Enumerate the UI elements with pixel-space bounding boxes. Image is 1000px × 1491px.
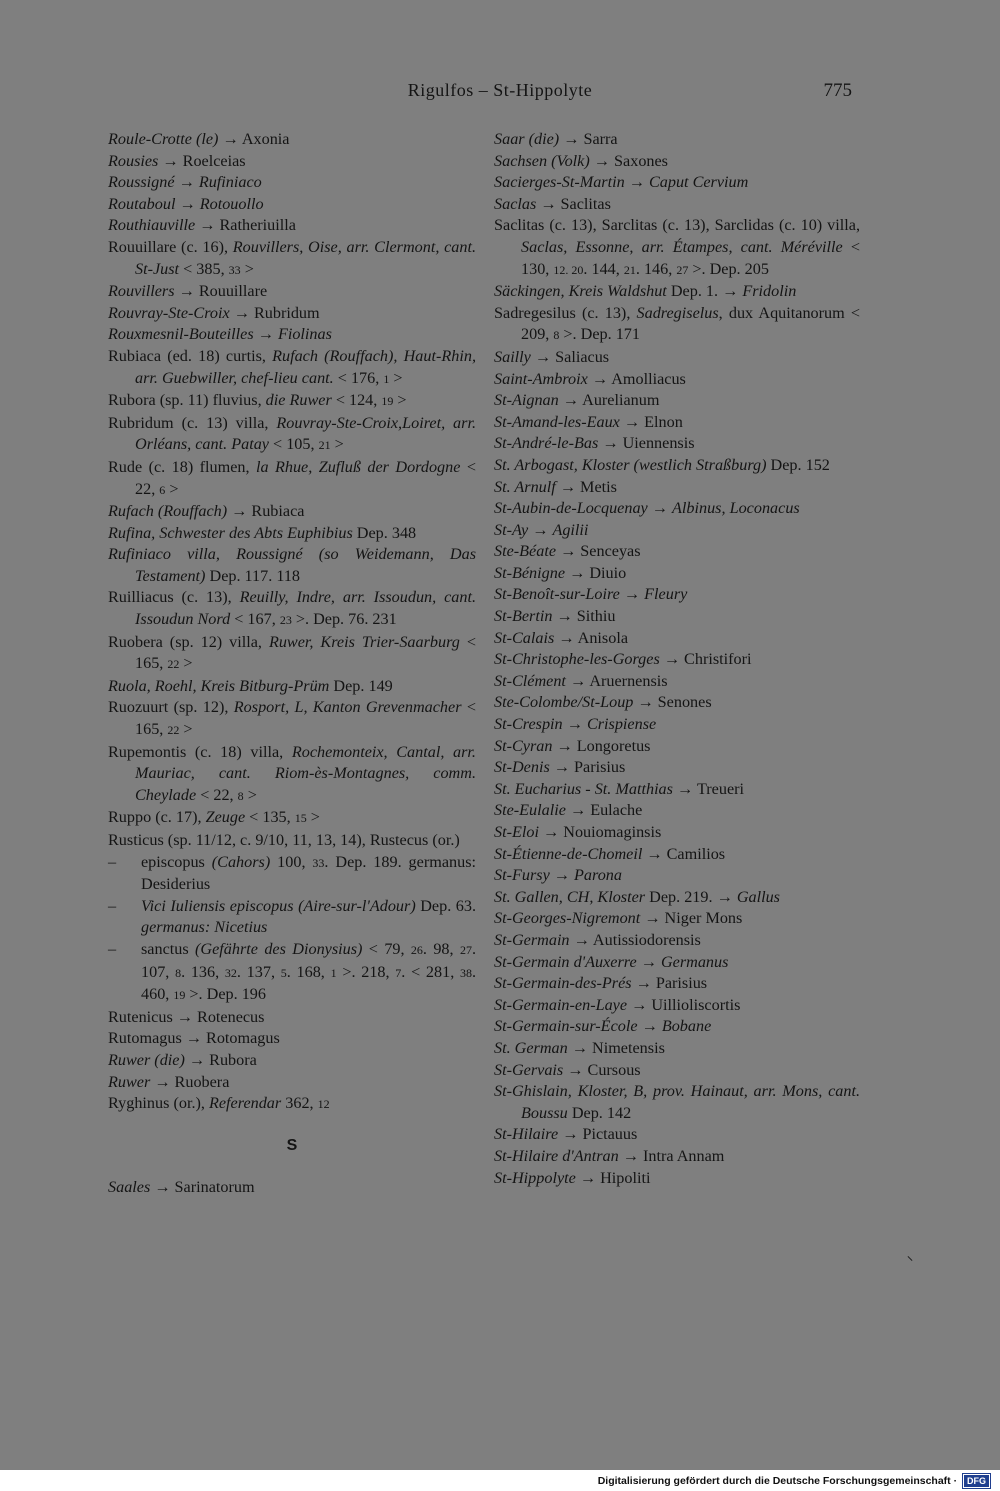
index-entry: St. German → Nimetensis <box>494 1038 665 1057</box>
index-entry: St-Étienne-de-Chomeil → Camilios <box>494 844 726 863</box>
dfg-logo: DFG <box>963 1474 990 1488</box>
index-entry: Ste-Colombe/St-Loup → Senones <box>494 693 712 712</box>
stray-mark <box>908 1256 913 1261</box>
index-entry: St-Germain-sur-École → Bobane <box>494 1017 712 1036</box>
index-entry: Saales → Sarinatorum <box>108 1178 255 1197</box>
index-subentry: – episcopus (Cahors) 100, 33. Dep. 189. germanus: Desiderius <box>108 852 476 894</box>
index-entry: Saint-Ambroix → Amolliacus <box>494 369 686 388</box>
index-entry: Roussigné → Rufiniaco <box>108 173 262 192</box>
index-entry: Rutomagus → Rotomagus <box>108 1029 280 1048</box>
index-subentry: – Vici Iuliensis episcopus (Aire-sur-l'Adour) Dep. 63. germanus: Nicetius <box>108 896 476 937</box>
index-entry: Ruola, Roehl, Kreis Bitburg-Prüm Dep. 149 <box>108 676 393 695</box>
running-head: Rigulfos – St-Hippolyte <box>407 80 593 100</box>
funding-footer <box>598 1474 990 1488</box>
index-entry: St-Clément → Aruernensis <box>494 671 668 690</box>
index-entry: St-Gervais → Cursous <box>494 1060 641 1079</box>
index-entry: Ste-Béate → Senceyas <box>494 542 641 561</box>
index-subentry: – sanctus (Gefährte des Dionysius) < 79, 26. 98, 27. 107, 8. 136, 32. 137, 5. 168, 1 >. 218, 7. < 281, 38. 460, 19 >. Dep. 196 <box>108 939 477 1004</box>
index-column-right <box>494 129 860 1189</box>
index-entry: Sadregesilus (c. 13), Sadregiselus, dux Aquitanorum < 209, 8 >. Dep. 171 <box>494 303 860 344</box>
index-entry: St-Hilaire → Pictauus <box>494 1125 638 1144</box>
index-entry: Sacierges-St-Martin → Caput Cervium <box>494 173 749 192</box>
index-entry: St-Christophe-les-Gorges → Christifori <box>494 650 752 669</box>
index-entry: St. Eucharius - St. Matthias → Treueri <box>494 779 745 798</box>
index-entry: St. Arbogast, Kloster (westlich Straßburg) Dep. 152 <box>494 455 830 474</box>
index-entry: Rusticus (sp. 11/12, c. 9/10, 11, 13, 14), Rustecus (or.) <box>108 831 460 849</box>
index-entry: Roule-Crotte (le) → Axonia <box>108 130 290 148</box>
index-entry: Ste-Eulalie → Eulache <box>494 801 643 820</box>
index-entry: Routhiauville → Ratheriuilla <box>108 216 296 235</box>
index-entry: St-Hippolyte → Hipoliti <box>494 1168 651 1187</box>
index-entry: St-André-le-Bas → Uiennensis <box>494 434 695 453</box>
index-entry: St-Germain-des-Prés → Parisius <box>494 974 708 993</box>
index-entry: Ruwer → Ruobera <box>108 1072 230 1091</box>
index-entry: Ruobera (sp. 12) villa, Ruwer, Kreis Trier-Saarburg < 165, 22 > <box>108 632 476 673</box>
section-letter: S <box>286 1136 298 1154</box>
index-entry: Saclitas (c. 13), Sarclitas (c. 13), Sarclidas (c. 10) villa, Saclas, Essonne, arr. Étampes, cant. Méréville < 130, 12. 20. 144, 21. 146, 27 >. Dep. 205 <box>494 216 860 278</box>
index-entry: Ruppo (c. 17), Zeuge < 135, 15 > <box>108 808 320 827</box>
index-entry: St. Gallen, CH, Kloster Dep. 219. → Gallus <box>494 887 780 906</box>
index-entry: Sailly → Saliacus <box>494 347 610 366</box>
index-entry: St. Arnulf → Metis <box>494 477 617 496</box>
index-entry: Ryghinus (or.), Referendar 362, 12 <box>108 1094 330 1113</box>
index-entry: St-Amand-les-Eaux → Elnon <box>494 412 683 431</box>
index-entry: St-Aignan → Aurelianum <box>494 391 660 410</box>
index-entry: Rubiaca (ed. 18) curtis, Rufach (Rouffach), Haut-Rhin, arr. Guebwiller, chef-lieu cant. < 176, 1 > <box>108 346 476 387</box>
index-entry: St-Ghislain, Kloster, B, prov. Hainaut, arr. Mons, cant. Boussu Dep. 142 <box>494 1082 860 1122</box>
index-entry: Rude (c. 18) flumen, la Rhue, Zufluß der Dordogne < 22, 6 > <box>108 457 476 498</box>
index-entry: St-Fursy → Parona <box>494 866 622 885</box>
index-entry: Rufina, Schwester des Abts Euphibius Dep. 348 <box>108 523 417 542</box>
index-entry: St-Crespin → Crispiense <box>494 715 657 734</box>
index-entry: St-Hilaire d'Antran → Intra Annam <box>494 1146 725 1165</box>
index-entry: Routaboul → Rotouollo <box>108 194 264 213</box>
index-entry: St-Germain → Autissiodorensis <box>494 930 701 949</box>
index-entry: St-Benoît-sur-Loire → Fleury <box>494 585 688 604</box>
index-entry: St-Cyran → Longoretus <box>494 736 651 755</box>
index-entry: Ruozuurt (sp. 12), Rosport, L, Kanton Grevenmacher < 165, 22 > <box>108 698 476 739</box>
index-entry: Rutenicus → Rotenecus <box>108 1007 265 1026</box>
index-column-left <box>108 129 476 1199</box>
index-entry: St-Eloi → Nouiomaginsis <box>494 823 662 841</box>
index-entry: St-Germain-en-Laye → Uillioliscortis <box>494 995 741 1014</box>
index-entry: Rubridum (c. 13) villa, Rouvray-Ste-Croix,Loiret, arr. Orléans, cant. Patay < 105, 21 > <box>108 413 476 454</box>
index-entry: Rouvray-Ste-Croix → Rubridum <box>108 303 320 322</box>
index-entry: Rouvillers → Rouuillare <box>108 282 268 301</box>
index-entry: St-Bertin → Sithiu <box>494 607 616 626</box>
index-entry: Säckingen, Kreis Waldshut Dep. 1. → Fridolin <box>494 282 797 301</box>
page-number: 775 <box>823 80 852 101</box>
index-entry: Ruilliacus (c. 13), Reuilly, Indre, arr. Issoudun, cant. Issoudun Nord < 167, 23 >. Dep. 76. 231 <box>108 588 476 629</box>
index-entry: St-Calais → Anisola <box>494 628 629 647</box>
index-entry: St-Bénigne → Diuio <box>494 563 627 582</box>
index-entry: St-Aubin-de-Locquenay → Albinus, Loconacus <box>494 499 800 518</box>
index-entry: Rouxmesnil-Bouteilles → Fiolinas <box>108 325 332 344</box>
index-entry: St-Germain d'Auxerre → Germanus <box>494 952 729 971</box>
index-entry: Rufiniaco villa, Roussigné (so Weidemann, Das Testament) Dep. 117. 118 <box>108 545 476 585</box>
index-entry: Sachsen (Volk) → Saxones <box>494 151 668 170</box>
index-entry: Rouuillare (c. 16), Rouvillers, Oise, arr. Clermont, cant. St-Just < 385, 33 > <box>108 237 476 278</box>
index-entry: Rupemontis (c. 18) villa, Rochemonteix, Cantal, arr. Mauriac, cant. Riom-ès-Montagnes, comm. Cheylade < 22, 8 > <box>108 742 476 804</box>
index-entry: St-Georges-Nigremont → Niger Mons <box>494 909 743 928</box>
index-entry: Saar (die) → Sarra <box>494 130 618 148</box>
index-entry: Ruwer (die) → Rubora <box>108 1050 257 1069</box>
index-entry: Rousies → Roelceias <box>108 151 246 170</box>
index-entry: Rubora (sp. 11) fluvius, die Ruwer < 124, 19 > <box>108 391 407 410</box>
index-entry: Rufach (Rouffach) → Rubiaca <box>108 502 305 521</box>
index-entry: St-Ay → Agilii <box>494 520 589 539</box>
footer-text: Digitalisierung gefördert durch die Deutsche Forschungsgemeinschaft · <box>597 1474 958 1487</box>
index-entry: Saclas → Saclitas <box>494 194 611 213</box>
index-entry: St-Denis → Parisius <box>494 758 626 777</box>
